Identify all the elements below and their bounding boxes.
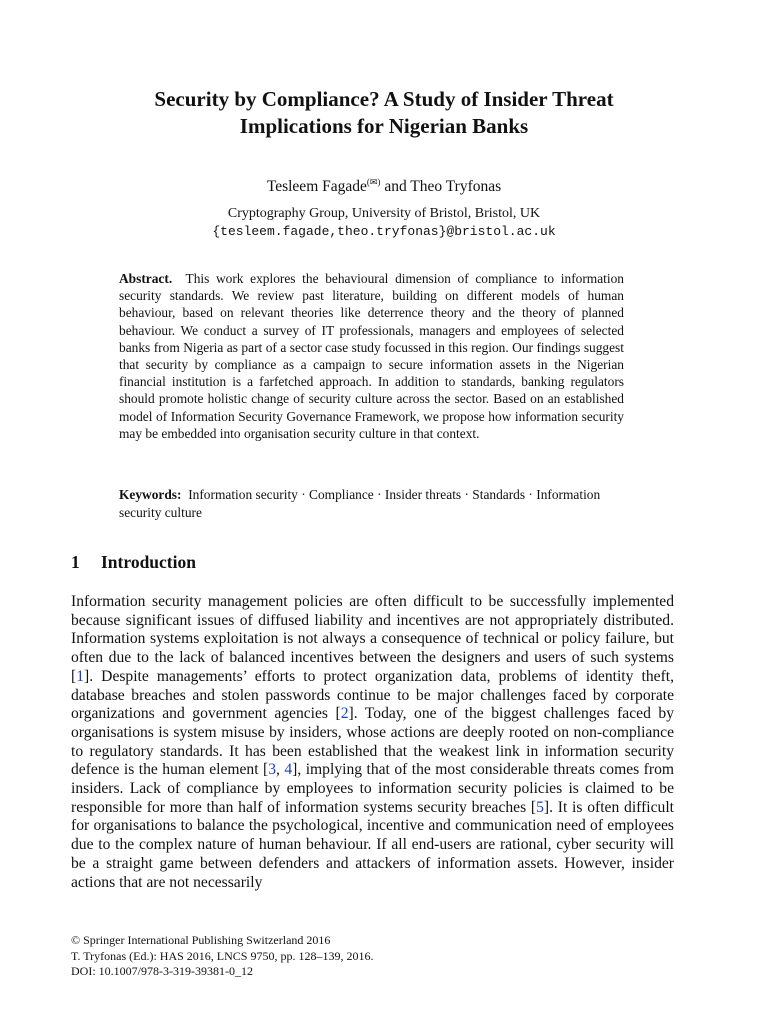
keywords — [119, 486, 624, 521]
author-list — [0, 172, 768, 197]
citation-link[interactable]: 4 — [284, 761, 293, 779]
section-title: Introduction — [101, 552, 196, 572]
citation-link[interactable]: 2 — [340, 705, 349, 723]
copyright-line: © Springer International Publishing Switzerland 2016 — [71, 933, 331, 947]
author-emails: {tesleem.fagade,theo.tryfonas}@bristol.ac.uk — [212, 224, 556, 239]
section-number: 1 — [71, 552, 80, 572]
author-name: Theo Tryfonas — [410, 178, 502, 195]
body-text: ]. Today, one of the biggest challenges faced by organisations is system misuse by insiders, whose actions are deeply rooted on non-compliance to regulatory standards. It has been established that the weakest link in information security defence is the human element [ — [71, 705, 674, 779]
author-separator: and — [380, 178, 411, 195]
author-name: Tesleem Fagade — [266, 178, 367, 195]
citation-separator: , — [276, 761, 285, 779]
body-text: ]. It is often difficult for organisations to balance the psychological, incentive and communication need of employees due to the complex nature of human behaviour. If all end-users are rational, cyber security will be a straight game between defenders and attackers of information assets. However, insider actions that are not necessarily — [71, 798, 674, 891]
body-text: ]. Despite managements’ efforts to protect organization data, problems of identity theft, database breaches and stolen passwords continue to be major challenges faced by corporate organizations and government agencies [ — [71, 667, 674, 723]
paper-title — [0, 86, 768, 140]
title-line-1: Security by Compliance? A Study of Insider Threat — [154, 87, 614, 111]
corresponding-author-mark: (✉) — [366, 177, 381, 187]
citation-line: T. Tryfonas (Ed.): HAS 2016, LNCS 9750, pp. 128–139, 2016. — [71, 948, 374, 963]
keywords-text: Information security · Compliance · Insider threats · Standards · Information security culture — [119, 487, 601, 520]
abstract-text: This work explores the behavioural dimension of compliance to information security standards. We review past literature, building on different models of human behaviour, based on relevant theories like deterrence theory and the theory of planned behaviour. We conduct a survey of IT professionals, managers and employees of selected banks from Nigeria as part of a sector case study focussed in this region. Our findings suggest that security by compliance as a campaign to secure information assets in the Nigerian financial institution is a farfetched approach. In addition to standards, banking regulators should promote holistic change of security culture across the sector. Based on an established model of Information Security Governance Framework, we propose how information security may be embedded into organisation security culture in that context. — [119, 271, 624, 441]
citation-link[interactable]: 3 — [268, 761, 277, 779]
abstract-label: Abstract. — [119, 271, 173, 286]
citation-link[interactable]: 1 — [76, 667, 84, 685]
copyright-footer — [71, 933, 671, 980]
body-text: ], implying that of the most considerable threats comes from insiders. Lack of compliance by employees to information security policies is claimed to be responsible for more than half of information systems security breaches [ — [71, 761, 674, 816]
body-paragraph — [71, 593, 674, 892]
keywords-label: Keywords: — [119, 487, 182, 502]
doi-line: DOI: 10.1007/978-3-319-39381-0_12 — [71, 964, 253, 978]
citation-link[interactable]: 5 — [536, 798, 544, 816]
affiliation: Cryptography Group, University of Bristol, Bristol, UK — [227, 206, 541, 221]
section-heading — [71, 551, 196, 573]
body-text: Information security management policies are often difficult to be successfully implemented because significant issues of diffused liability and incentives are not appropriately distributed. Information systems exploitation is not always a consequence of technical or policy failure, but often due to the lack of balanced incentives between the designers and users of such systems [ — [71, 593, 674, 685]
title-line-2: Implications for Nigerian Banks — [239, 114, 529, 138]
abstract — [119, 270, 624, 442]
